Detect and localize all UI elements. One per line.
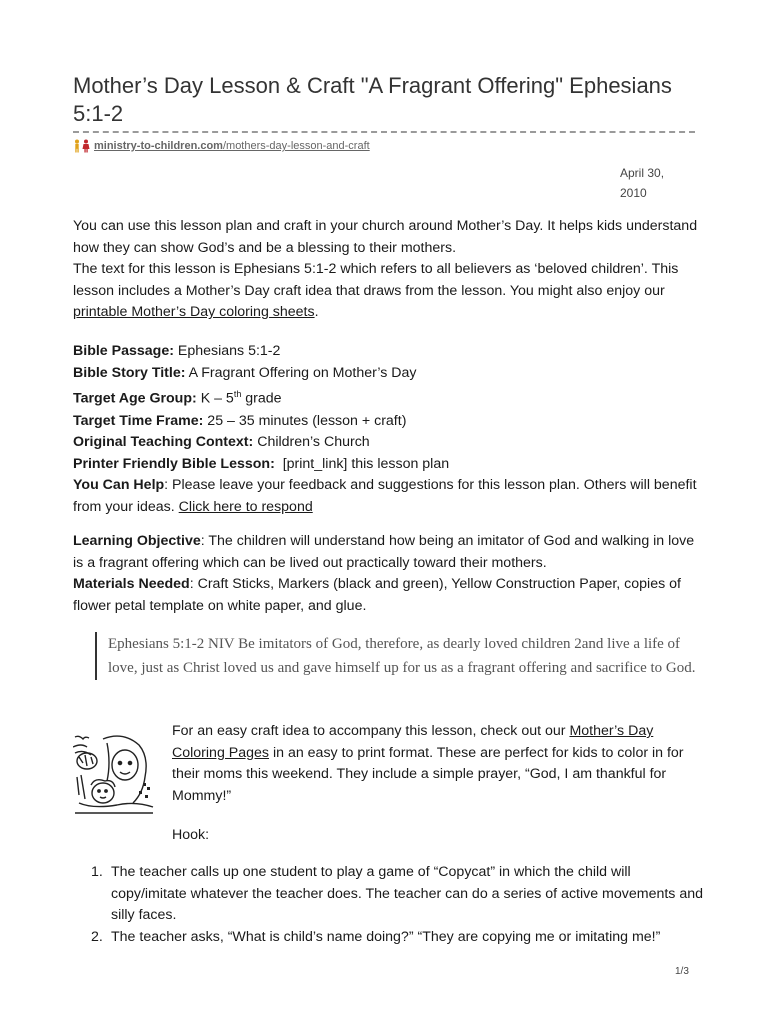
intro-paragraph-2-text: The text for this lesson is Ephesians 5:1-2 which refers to all believers as ‘beloved children’. This lesson includes a Mother’s Day craft idea that draws from the lesson. You might also enjoy our [73,261,679,299]
page-number: 1/3 [675,966,689,977]
meta-value: A Fragrant Offering on Mother’s Day [185,364,417,381]
intro-paragraph-2 [73,259,703,324]
source-domain: ministry-to-children.com [94,140,223,152]
coloring-sheets-link[interactable]: printable Mother’s Day coloring sheets [73,304,315,321]
meta-printer-friendly [73,454,703,476]
meta-label: Target Time Frame: [73,412,204,429]
meta-label: Bible Story Title: [73,364,186,381]
list-item-number: 1. [91,864,103,880]
title-divider [73,131,695,133]
craft-paragraph [172,721,697,807]
intro-section [73,216,703,324]
meta-value-suffix: grade [241,390,282,407]
materials-text: : Craft Sticks, Markers (black and green), Yellow Construction Paper, copies of flower petal template on white paper, and glue. [73,576,681,614]
lesson-meta [73,341,703,518]
meta-label: You Can Help [73,477,165,494]
craft-section [172,721,697,807]
materials-label: Materials Needed [73,576,190,593]
materials-needed [73,574,703,617]
objective-text: : The children will understand how being an imitator of God and walking in love is a fragrant offering which can be lived out practically toward their mothers. [73,533,695,571]
list-item [73,927,703,949]
meta-you-can-help [73,475,703,518]
meta-bible-passage [73,341,703,363]
post-date [620,163,690,203]
meta-teaching-context [73,432,703,454]
source-link[interactable] [73,139,370,153]
hook-steps [73,862,703,948]
source-path: /mothers-day-lesson-and-craft [222,140,370,152]
meta-value: Ephesians 5:1-2 [173,343,281,359]
objective-section [73,531,703,617]
intro-paragraph-1: You can use this lesson plan and craft in your church around Mother’s Day. It helps kids understand how they can show God’s and be a blessing to their mothers. [73,218,698,256]
hook-label: Hook: [172,827,210,843]
meta-value: Children’s Church [253,434,370,451]
list-item-number: 2. [91,928,103,945]
list-item [73,862,703,927]
meta-label: Original Teaching Context: [73,434,254,451]
meta-time-frame [73,411,703,433]
date-month-day: April 30, [620,166,665,180]
meta-value: [print_link] this lesson plan [274,455,450,472]
page-title: Mother’s Day Lesson & Craft "A Fragrant Offering" Ephesians 5:1-2 [73,73,672,126]
meta-age-group [73,384,703,410]
learning-objective [73,531,703,574]
respond-link[interactable]: Click here to respond [178,498,313,515]
meta-value: K – 5 [196,390,234,407]
meta-label: Target Age Group: [73,390,197,407]
coloring-pages-link[interactable]: Mother’s Day Coloring Pages [172,723,654,761]
meta-story-title [73,363,703,385]
meta-superscript: th [233,389,242,400]
meta-value: : Please leave your feedback and suggestions for this lesson plan. Others will benefit from your ideas. [73,477,697,515]
craft-text-2: in an easy to print format. These are perfect for kids to color in for their moms this weekend. They include a simple prayer, “God, I am thankful for Mommy!” [172,744,684,804]
list-item-text: The teacher calls up one student to play a game of “Copycat” in which the child will copy/imitate whatever the teacher does. The teacher can do a series of active movements and silly faces. [111,864,703,924]
kids-logo-icon [73,139,91,153]
intro-paragraph-2-end: . [314,304,319,321]
source-url[interactable] [94,139,370,153]
scripture-quote: Ephesians 5:1-2 NIV Be imitators of God, therefore, as dearly loved children 2and live a life of love, just as Christ loved us and gave himself up for us as a fragrant offering and sacrifice to God. [95,632,698,680]
craft-text-1: For an easy craft idea to accompany this lesson, check out our [172,723,570,739]
date-year: 2010 [620,186,647,200]
coloring-page-thumbnail[interactable] [73,733,155,815]
list-item-text: The teacher asks, “What is child’s name doing?” “They are copying me or imitating me!” [111,928,661,945]
meta-label: Printer Friendly Bible Lesson: [73,455,275,472]
meta-value: 25 – 35 minutes (lesson + craft) [203,412,407,429]
objective-label: Learning Objective [73,533,201,549]
meta-label: Bible Passage: [73,343,174,359]
